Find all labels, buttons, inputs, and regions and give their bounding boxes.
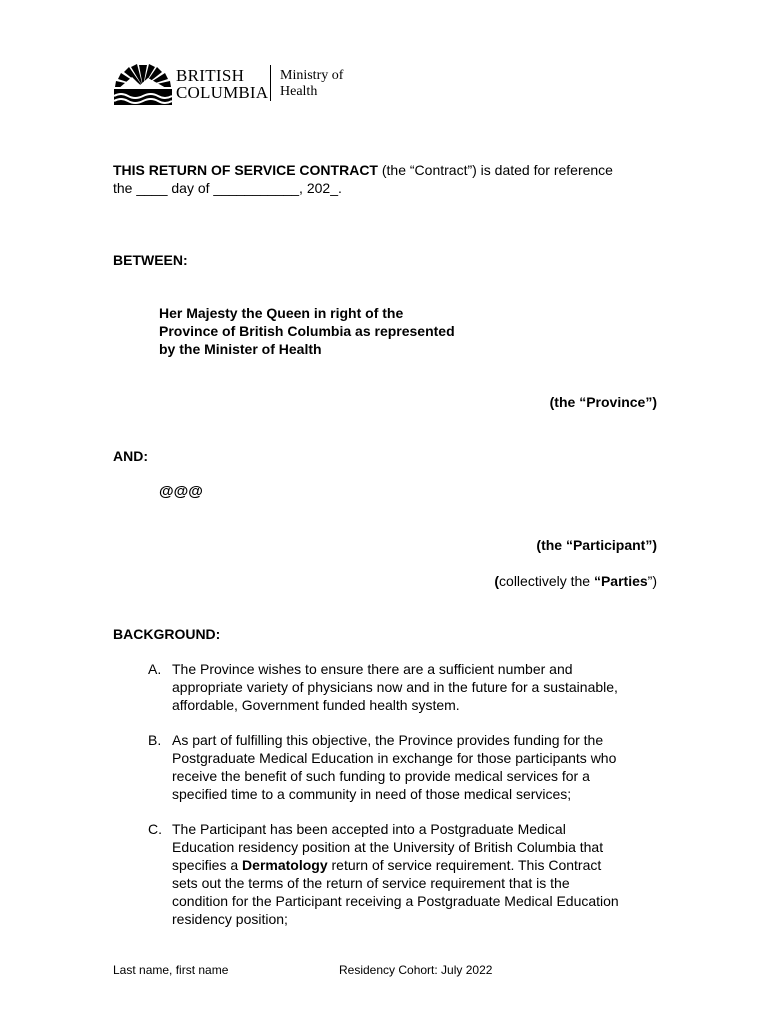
province-party-line-2: Province of British Columbia as represented <box>159 323 455 339</box>
between-heading: BETWEEN: <box>113 252 188 268</box>
item-a-line: affordable, Government funded health system. <box>172 697 460 713</box>
province-designation: (the “Province”) <box>549 394 657 410</box>
item-c-line: Education residency position at the University of British Columbia that <box>172 839 604 855</box>
participant-name: @@@ <box>159 483 203 500</box>
specialty-term: Dermatology <box>242 857 328 873</box>
parties-term: “Parties <box>593 573 648 589</box>
collectively-open-paren: ( <box>494 573 500 589</box>
bc-ministry-logo <box>114 63 354 107</box>
footer-name-placeholder: Last name, first name <box>113 963 229 977</box>
logo-wordmark-british: BRITISH <box>176 66 245 85</box>
item-c-line: residency position; <box>172 911 288 927</box>
intro-line-1 <box>113 161 613 179</box>
participant-designation: (the “Participant”) <box>536 537 657 553</box>
logo-wordmark-columbia: COLUMBIA <box>176 83 269 102</box>
item-c-line: condition for the Participant receiving a Postgraduate Medical Education <box>172 893 619 909</box>
collectively-close: ”) <box>647 573 657 589</box>
logo-ministry-line2: Health <box>280 84 318 99</box>
item-marker-a: A. <box>148 661 162 677</box>
item-marker-b: B. <box>148 732 162 748</box>
logo-divider <box>270 65 271 101</box>
contract-title: THIS RETURN OF SERVICE CONTRACT <box>113 162 378 178</box>
item-a-line: The Province wishes to ensure there are a sufficient number and <box>172 661 573 677</box>
province-party-line-1: Her Majesty the Queen in right of the <box>159 305 404 321</box>
item-c-line-3-post: return of service requirement. This Contract <box>327 857 602 873</box>
item-b-line: specified time to a community in need of those medical services; <box>172 786 572 802</box>
intro-line-1-text: (the “Contract”) is dated for reference <box>377 162 613 178</box>
item-b-line: As part of fulfilling this objective, the Province provides funding for the <box>172 732 604 748</box>
intro-line-2: the ____ day of ___________, 202_. <box>113 180 342 196</box>
bc-sun-emblem-icon <box>114 63 172 105</box>
and-heading: AND: <box>113 448 148 464</box>
item-c-line-3-pre: specifies a <box>172 857 243 873</box>
item-marker-c: C. <box>148 821 162 837</box>
province-party-line-3: by the Minister of Health <box>159 341 322 357</box>
item-b-line: Postgraduate Medical Education in exchange for those participants who <box>172 750 617 766</box>
background-heading: BACKGROUND: <box>113 626 221 642</box>
item-b-line: receive the benefit of such funding to provide medical services for a <box>172 768 590 784</box>
collectively-parties <box>494 572 657 590</box>
logo-ministry-line1: Ministry of <box>280 68 344 83</box>
collectively-text: collectively the <box>499 573 594 589</box>
item-c-line-3 <box>172 856 672 874</box>
item-c-line: The Participant has been accepted into a Postgraduate Medical <box>172 821 566 837</box>
footer-residency-cohort: Residency Cohort: July 2022 <box>339 963 493 977</box>
item-c-line: sets out the terms of the return of service requirement that is the <box>172 875 570 891</box>
item-a-line: appropriate variety of physicians now and in the future for a sustainable, <box>172 679 618 695</box>
